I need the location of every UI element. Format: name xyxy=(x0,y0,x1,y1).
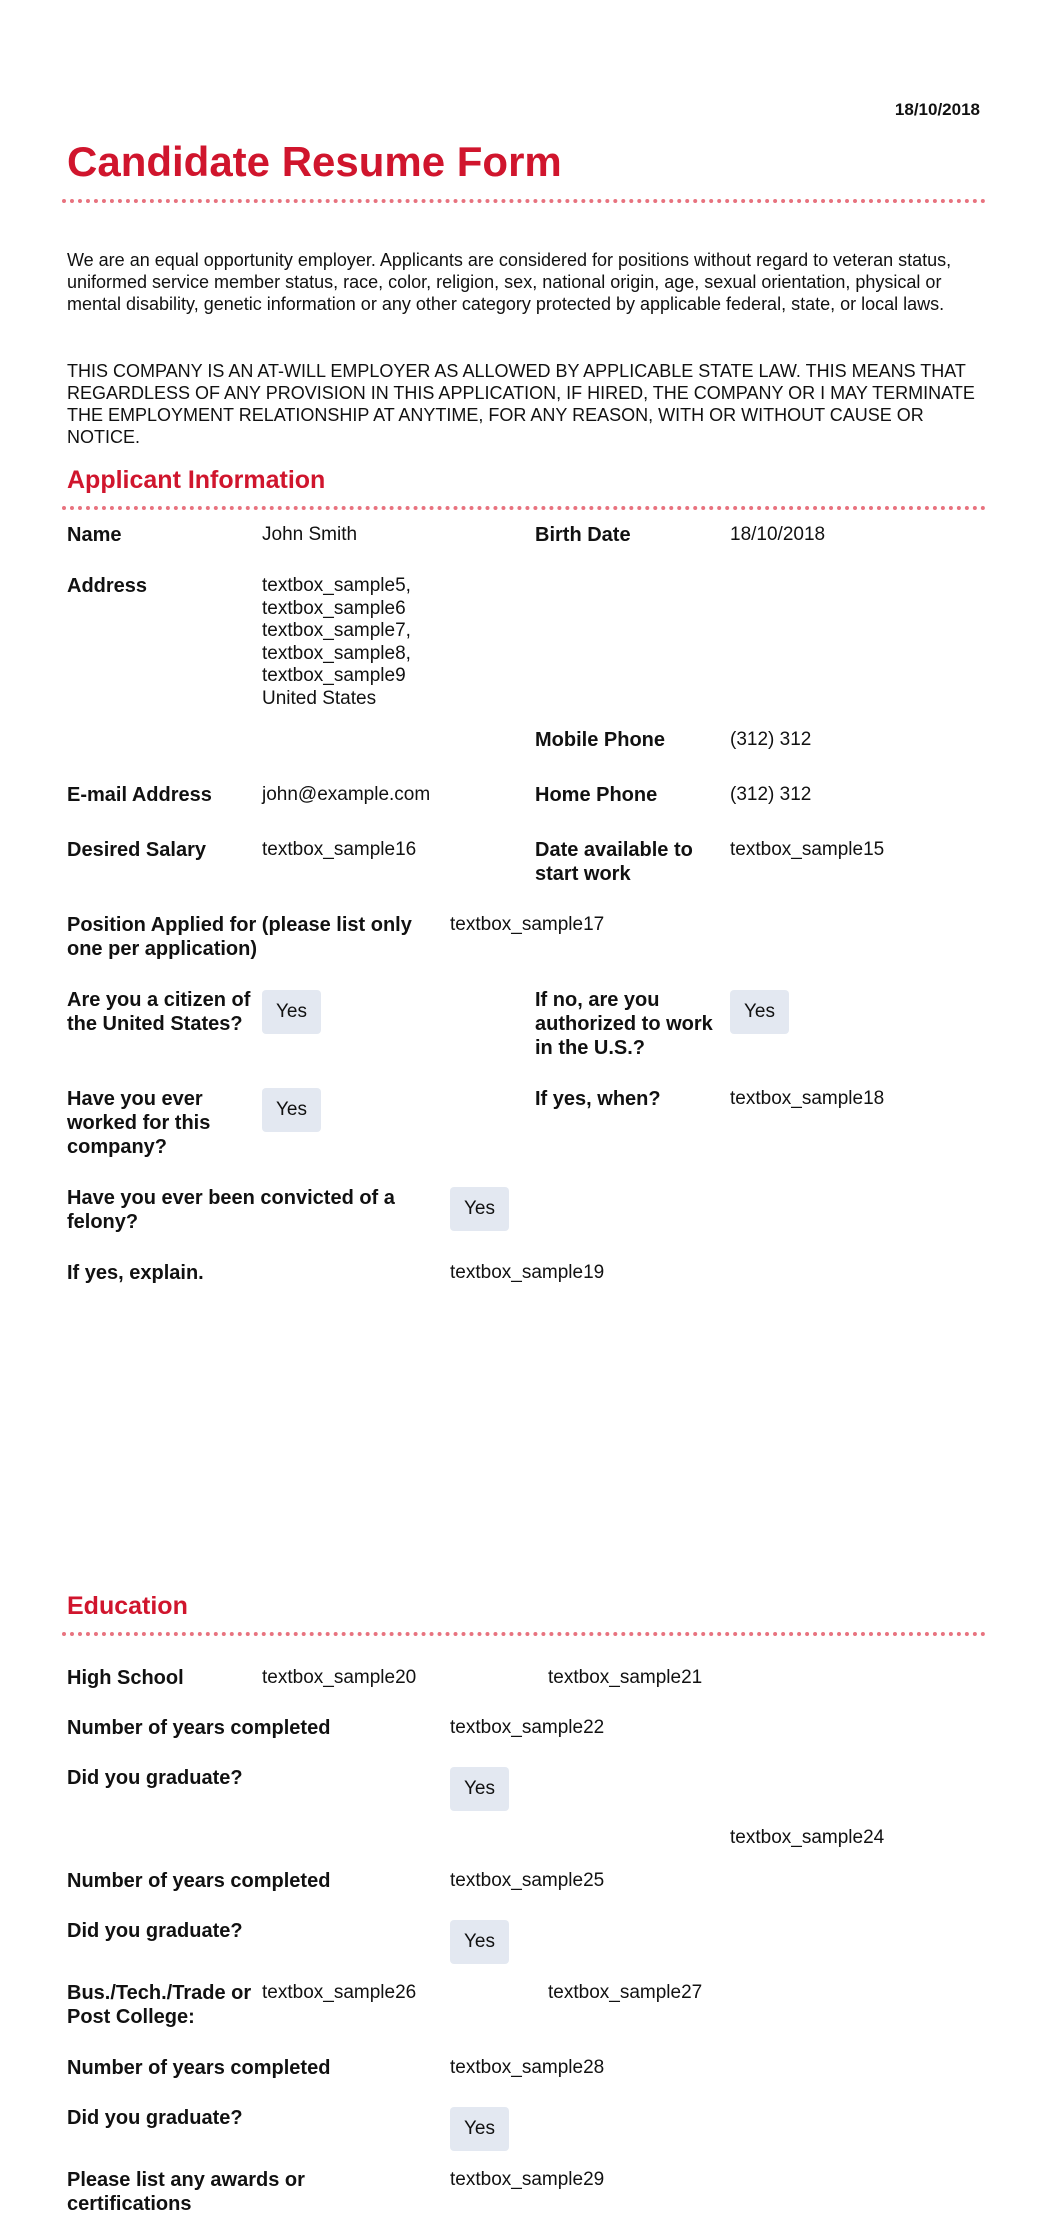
desired-salary-value[interactable]: textbox_sample16 xyxy=(262,839,417,860)
citizen-label: Are you a citizen of the United States? xyxy=(67,989,251,1035)
name-label: Name xyxy=(67,524,122,546)
explain-value[interactable]: textbox_sample19 xyxy=(450,1262,605,1283)
address-line: textbox_sample6 xyxy=(262,597,406,619)
address-label: Address xyxy=(67,575,148,597)
hs-years-value[interactable]: textbox_sample22 xyxy=(450,1717,605,1738)
address-line: United States xyxy=(262,687,377,709)
date-available-label: Date available to start work xyxy=(535,839,693,885)
hs-graduate-select[interactable]: Yes xyxy=(450,1767,509,1811)
trade-graduate-select[interactable]: Yes xyxy=(450,2107,509,2151)
college-value[interactable]: textbox_sample24 xyxy=(730,1827,885,1848)
high-school-name-value[interactable]: textbox_sample20 xyxy=(262,1667,417,1688)
awards-label: Please list any awards or certifications xyxy=(67,2169,305,2215)
college-years-label: Number of years completed xyxy=(67,1870,331,1892)
date-available-value[interactable]: textbox_sample15 xyxy=(730,839,885,860)
trade-graduate-label: Did you graduate? xyxy=(67,2107,243,2129)
college-graduate-select[interactable]: Yes xyxy=(450,1920,509,1964)
worked-when-value[interactable]: textbox_sample18 xyxy=(730,1088,885,1109)
address-line: textbox_sample5, xyxy=(262,575,411,596)
awards-value[interactable]: textbox_sample29 xyxy=(450,2169,605,2190)
authorized-label: If no, are you authorized to work in the U.S.? xyxy=(535,989,713,1059)
section-title-education: Education xyxy=(67,1592,188,1620)
equal-opportunity-text: We are an equal opportunity employer. Applicants are considered for positions without regard to veteran status, uniformed service member status, race, color, religion, sex, national origin, age, sexual orientation, physical or mental disability, genetic information or any other category protected by applicable federal, state, or local laws. xyxy=(67,250,952,314)
trade-years-value[interactable]: textbox_sample28 xyxy=(450,2057,605,2078)
birth-date-label: Birth Date xyxy=(535,524,631,546)
position-value[interactable]: textbox_sample17 xyxy=(450,914,605,935)
form-date: 18/10/2018 xyxy=(894,100,980,119)
page-title: Candidate Resume Form xyxy=(67,138,562,185)
felony-select[interactable]: Yes xyxy=(450,1187,509,1231)
birth-date-value[interactable]: 18/10/2018 xyxy=(730,524,826,545)
college-graduate-label: Did you graduate? xyxy=(67,1920,243,1942)
address-line: textbox_sample8, xyxy=(262,642,411,664)
address-line: textbox_sample7, xyxy=(262,620,411,641)
home-phone-label: Home Phone xyxy=(535,784,658,806)
desired-salary-label: Desired Salary xyxy=(67,839,206,861)
authorized-select[interactable]: Yes xyxy=(730,990,789,1034)
hs-graduate-label: Did you graduate? xyxy=(67,1767,243,1789)
high-school-label: High School xyxy=(67,1667,184,1689)
mobile-phone-label: Mobile Phone xyxy=(535,729,665,751)
at-will-text: THIS COMPANY IS AN AT-WILL EMPLOYER AS ALLOWED BY APPLICABLE STATE LAW. THIS MEANS THAT REGARDLESS OF ANY PROVISION IN THIS APPLICATION, IF HIRED, THE COMPANY OR I MAY TERMINATE THE EMPLOYMENT RELATIONSHIP AT ANYTIME, FOR ANY REASON, WITH OR WITHOUT CAUSE OR NOTICE. xyxy=(67,361,975,447)
email-value[interactable]: john@example.com xyxy=(262,784,431,805)
worked-before-label: Have you ever worked for this company? xyxy=(67,1088,211,1158)
felony-label: Have you ever been convicted of a felony? xyxy=(67,1187,395,1233)
citizen-select[interactable]: Yes xyxy=(262,990,321,1034)
hs-years-label: Number of years completed xyxy=(67,1717,331,1739)
education-divider xyxy=(62,1632,986,1636)
section-title-applicant: Applicant Information xyxy=(67,466,326,494)
trade-school-label: Bus./Tech./Trade or Post College: xyxy=(67,1982,252,2028)
applicant-divider xyxy=(62,506,986,510)
mobile-phone-value[interactable]: (312) 312 xyxy=(730,729,812,750)
address-value[interactable] xyxy=(262,575,512,710)
home-phone-value[interactable]: (312) 312 xyxy=(730,784,812,805)
trade-years-label: Number of years completed xyxy=(67,2057,331,2079)
worked-before-select[interactable]: Yes xyxy=(262,1088,321,1132)
name-value[interactable]: John Smith xyxy=(262,524,358,545)
trade-school-location-value[interactable]: textbox_sample27 xyxy=(548,1982,703,2003)
email-label: E-mail Address xyxy=(67,784,212,806)
title-divider xyxy=(62,199,986,203)
high-school-location-value[interactable]: textbox_sample21 xyxy=(548,1667,703,1688)
address-line: textbox_sample9 xyxy=(262,665,406,686)
explain-label: If yes, explain. xyxy=(67,1262,204,1284)
worked-when-label: If yes, when? xyxy=(535,1088,661,1110)
trade-school-name-value[interactable]: textbox_sample26 xyxy=(262,1982,417,2003)
position-label: Position Applied for (please list only one per application) xyxy=(67,914,412,960)
college-years-value[interactable]: textbox_sample25 xyxy=(450,1870,605,1891)
